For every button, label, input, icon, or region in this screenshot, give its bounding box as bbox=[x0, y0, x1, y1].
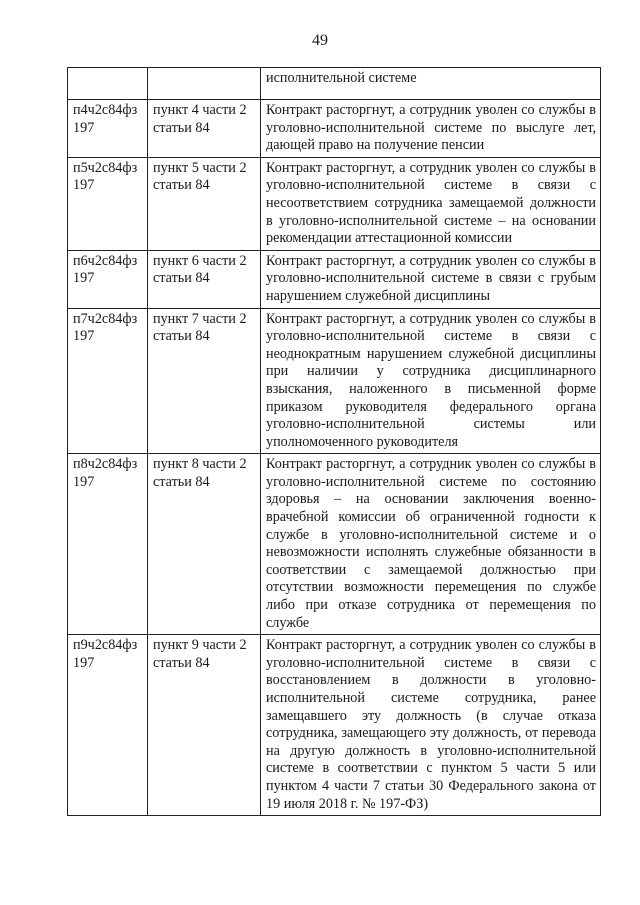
description-cell: Контракт расторгнут, а сотрудник уволен со службы в уголовно-исполнительной системе по состоянию здоровья – на основании заключения военно-врачебной комиссии об ограниченной годности к службе в уголовно-исполнительной системе и о невозможности исполнять служебные обязанности в соответствии с замещаемой должностью при отсутствии возможности перемещения по службе либо при отказе сотрудника от перемещения по службе bbox=[261, 454, 601, 635]
code-cell: п9ч2с84фз 197 bbox=[68, 635, 148, 816]
code-cell: п7ч2с84фз 197 bbox=[68, 308, 148, 454]
code-cell: п6ч2с84фз 197 bbox=[68, 250, 148, 308]
reference-cell: пункт 8 части 2 статьи 84 bbox=[148, 454, 261, 635]
code-cell bbox=[68, 68, 148, 100]
reference-cell: пункт 4 части 2 статьи 84 bbox=[148, 100, 261, 158]
reference-cell bbox=[148, 68, 261, 100]
reference-cell: пункт 5 части 2 статьи 84 bbox=[148, 157, 261, 250]
code-cell: п5ч2с84фз 197 bbox=[68, 157, 148, 250]
description-cell: Контракт расторгнут, а сотрудник уволен со службы в уголовно-исполнительной системе в связи с несоответствием сотрудника замещаемой должности в уголовно-исполнительной системе – на основании рекомендации аттестационной комиссии bbox=[261, 157, 601, 250]
reference-cell: пункт 9 части 2 статьи 84 bbox=[148, 635, 261, 816]
page-number: 49 bbox=[312, 32, 328, 49]
dismissal-codes-table bbox=[67, 67, 601, 816]
reference-cell: пункт 7 части 2 статьи 84 bbox=[148, 308, 261, 454]
code-cell: п4ч2с84фз 197 bbox=[68, 100, 148, 158]
code-cell: п8ч2с84фз 197 bbox=[68, 454, 148, 635]
description-cell: Контракт расторгнут, а сотрудник уволен со службы в уголовно-исполнительной системе в связи с грубым нарушением служебной дисциплины bbox=[261, 250, 601, 308]
table-row bbox=[68, 454, 601, 635]
description-cell: Контракт расторгнут, а сотрудник уволен со службы в уголовно-исполнительной системе в связи с неоднократным нарушением служебной дисциплины при наличии у сотрудника дисциплинарного взыскания, наложенного в письменной форме приказом руководителя федерального органа уголовно-исполнительной системы или уполномоченного руководителя bbox=[261, 308, 601, 454]
table-row bbox=[68, 100, 601, 158]
table-row bbox=[68, 308, 601, 454]
description-cell: Контракт расторгнут, а сотрудник уволен со службы в уголовно-исполнительной системе по выслуге лет, дающей право на получение пенсии bbox=[261, 100, 601, 158]
table-row bbox=[68, 157, 601, 250]
description-cell: Контракт расторгнут, а сотрудник уволен со службы в уголовно-исполнительной системе в связи с восстановлением в должности в уголовно-исполнительной системе сотрудника, ранее замещавшего эту должность (в случае отказа сотрудника, замещающего эту должность, от перевода на другую должность в уголовно-исполнительной системе в соответствии с пунктом 5 части 5 или пунктом 4 части 7 статьи 30 Федерального закона от 19 июля 2018 г. № 197-ФЗ) bbox=[261, 635, 601, 816]
table-row-continuation bbox=[68, 68, 601, 100]
description-cell: исполнительной системе bbox=[261, 68, 601, 100]
reference-cell: пункт 6 части 2 статьи 84 bbox=[148, 250, 261, 308]
table-row bbox=[68, 250, 601, 308]
table-row bbox=[68, 635, 601, 816]
